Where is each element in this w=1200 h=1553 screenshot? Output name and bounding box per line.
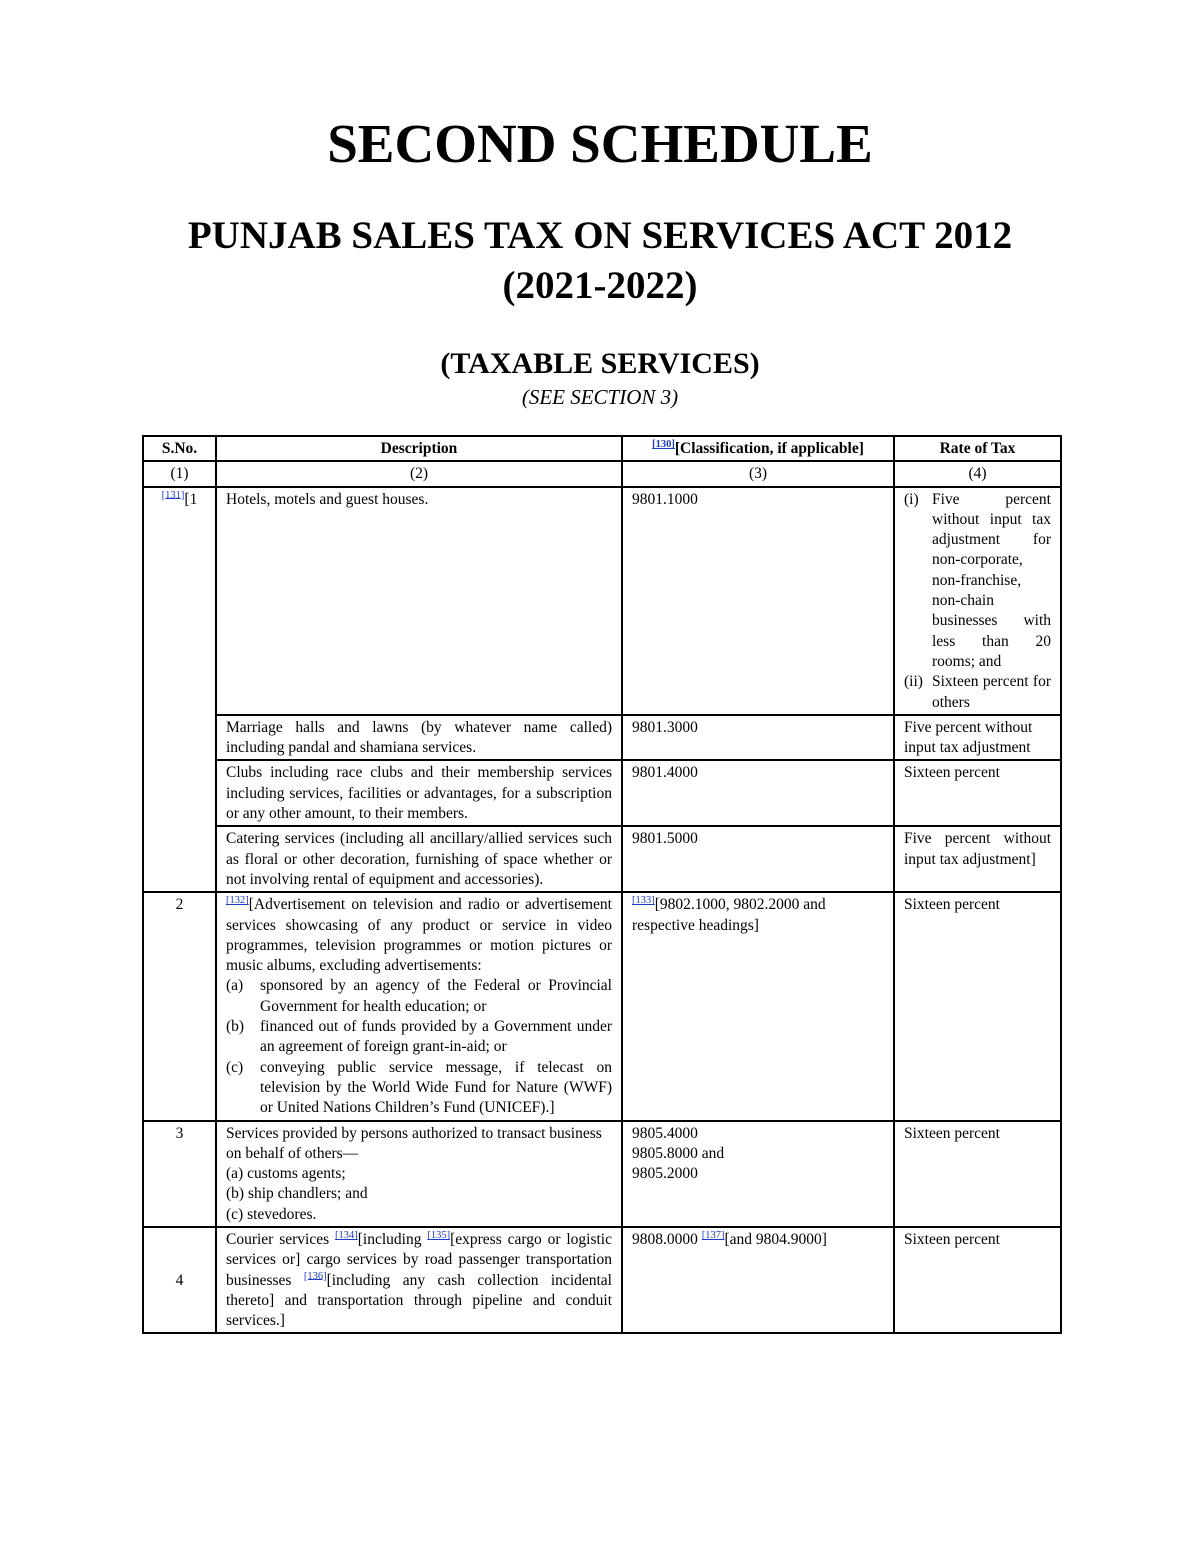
row4-description [216, 1227, 622, 1333]
row4-class-part: 9808.0000 [632, 1230, 698, 1248]
act-years: (2021-2022) [502, 264, 698, 307]
table-row [143, 487, 1061, 715]
footnote-link-134[interactable]: [134] [335, 1229, 358, 1241]
row4-desc-part: [including [357, 1230, 422, 1248]
row4-classification [622, 1227, 894, 1333]
footnote-link-135[interactable]: [135] [427, 1229, 451, 1241]
footnote-link-132[interactable]: [132] [226, 895, 249, 907]
row1-sno-text: [1 [184, 490, 198, 508]
rate-label: (ii) [904, 673, 923, 691]
table-row [143, 1227, 1061, 1333]
row2-intro: [Advertisement on television and radio or advertisement services showcasing of any product or service in video programmes, television programmes or motion pictures or music albums, excluding advertisements: [226, 896, 612, 975]
row1d-classification: 9801.5000 [622, 826, 894, 892]
taxable-services-table [142, 435, 1062, 1334]
column-number: (1) [143, 461, 216, 486]
row1d-rate: Five percent without input tax adjustment] [894, 826, 1061, 892]
column-number-row [143, 461, 1061, 486]
footnote-link-136[interactable]: [136] [303, 1270, 327, 1282]
row4-sno: 4 [143, 1227, 216, 1333]
row3-intro: Services provided by persons authorized to transact business on behalf of others— [226, 1124, 602, 1162]
column-number: (4) [894, 461, 1061, 486]
header-rate: Rate of Tax [894, 436, 1061, 461]
row1a-rate [894, 487, 1061, 715]
footnote-link-130[interactable]: [130] [652, 438, 675, 450]
row4-rate: Sixteen percent [894, 1227, 1061, 1333]
row4-desc-part: Courier services [226, 1230, 330, 1248]
act-title: PUNJAB SALES TAX ON SERVICES ACT 2012 [187, 214, 1013, 257]
footnote-link-133[interactable]: [133] [632, 895, 655, 907]
row3-description [216, 1121, 622, 1227]
header-classification [622, 436, 894, 461]
clause-label: (a) [226, 977, 244, 995]
table-row [143, 715, 1061, 761]
row4-desc-part: [including any cash collection incidental thereto] and transportation through pipeline and conduit services.] [226, 1271, 612, 1330]
header-sno: S.No. [143, 436, 216, 461]
row3-line: (c) stevedores. [226, 1205, 317, 1223]
row3-sno: 3 [143, 1121, 216, 1227]
section-reference: (SEE SECTION 3) [521, 385, 679, 409]
row1d-description: Catering services (including all ancillary/allied services such as floral or other decoration, furnishing of space whether or not involving rental of equipment and accessories). [216, 826, 622, 892]
row1b-classification: 9801.3000 [622, 715, 894, 761]
clause-label: (c) [226, 1058, 244, 1076]
table-header-row [143, 436, 1061, 461]
row1c-classification: 9801.4000 [622, 760, 894, 826]
row3-line: (b) ship chandlers; and [226, 1185, 368, 1203]
classification-line: 9805.2000 [632, 1165, 698, 1183]
clause-text: financed out of funds provided by a Government under an agreement of foreign grant-in-aid; or [260, 1018, 612, 1056]
column-number: (2) [216, 461, 622, 486]
rate-text: Five percent without input tax adjustment for non-corporate, non-franchise, non-chain businesses with less than 20 rooms; and [932, 490, 1051, 670]
rate-label: (i) [904, 490, 919, 508]
row1b-rate: Five percent without input tax adjustment [894, 715, 1061, 761]
row2-classification [622, 892, 894, 1120]
row2-description [216, 892, 622, 1120]
column-number: (3) [622, 461, 894, 486]
row3-classification [622, 1121, 894, 1227]
footnote-link-131[interactable]: [131] [161, 489, 185, 501]
row1c-description: Clubs including race clubs and their membership services including services, facilities or advantages, for a subscription or any other amount, to their members. [216, 760, 622, 826]
classification-line: 9805.8000 and [632, 1144, 725, 1162]
row3-rate: Sixteen percent [894, 1121, 1061, 1227]
row2-classification-text: [9802.1000, 9802.2000 and respective headings] [632, 896, 826, 934]
row1-sno [143, 487, 216, 893]
header-description: Description [216, 436, 622, 461]
page-title: SECOND SCHEDULE [327, 113, 873, 174]
row1b-description: Marriage halls and lawns (by whatever name called) including pandal and shamiana services. [216, 715, 622, 761]
section-title: (TAXABLE SERVICES) [440, 347, 760, 380]
clause-text: conveying public service message, if telecast on television by the World Wide Fund for Nature (WWF) or United Nations Children’s Fund (UNICEF).] [260, 1058, 612, 1117]
table-row [143, 892, 1061, 1120]
row1a-description: Hotels, motels and guest houses. [216, 487, 622, 715]
row4-desc-part: [express cargo or logistic services or] cargo services by road passenger transportation businesses [226, 1230, 612, 1289]
classification-line: 9805.4000 [632, 1124, 698, 1142]
row2-sno: 2 [143, 892, 216, 1120]
footnote-link-137[interactable]: [137] [701, 1229, 725, 1241]
row3-line: (a) customs agents; [226, 1165, 346, 1183]
table-row [143, 826, 1061, 892]
header-classification-label: [Classification, if applicable] [674, 440, 864, 457]
clause-label: (b) [226, 1018, 245, 1036]
row1a-classification: 9801.1000 [622, 487, 894, 715]
rate-text: Sixteen percent for others [932, 673, 1051, 711]
clause-text: sponsored by an agency of the Federal or Provincial Government for health education; or [260, 977, 612, 1015]
row4-class-part: [and 9804.9000] [724, 1230, 827, 1248]
table-row [143, 1121, 1061, 1227]
row1c-rate: Sixteen percent [894, 760, 1061, 826]
row2-rate: Sixteen percent [894, 892, 1061, 1120]
table-row [143, 760, 1061, 826]
